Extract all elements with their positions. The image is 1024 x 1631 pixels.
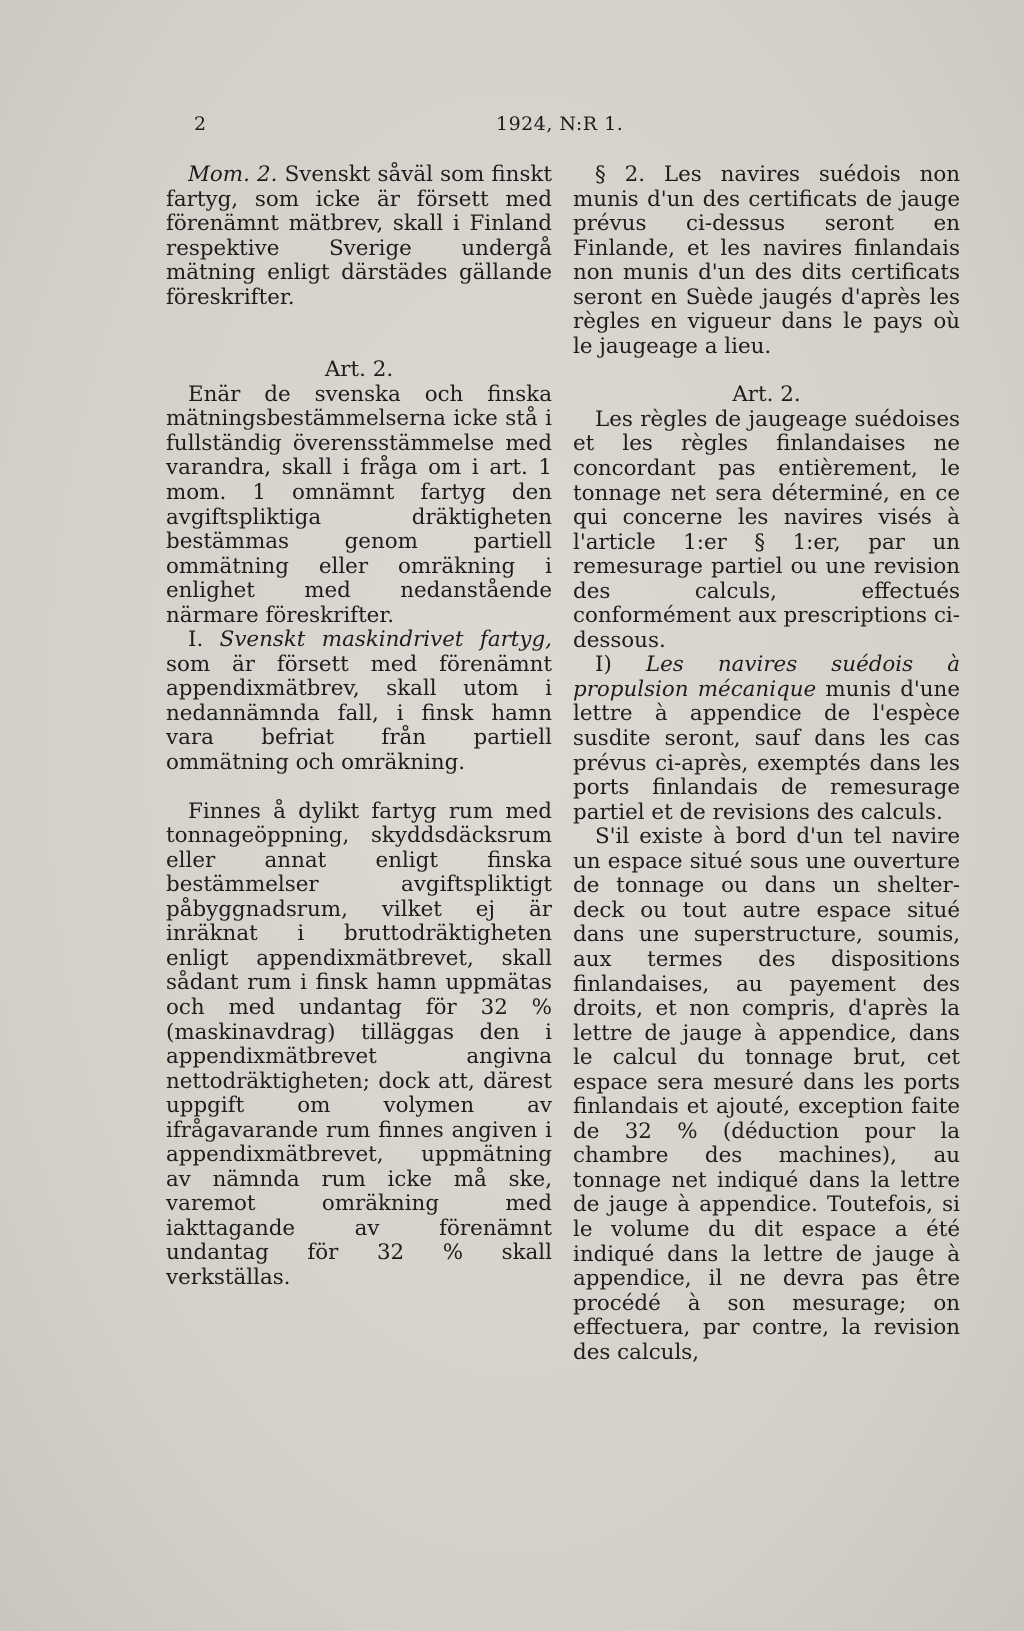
mom2-label: Mom. 2. bbox=[188, 162, 278, 187]
sec2-label: § 2. bbox=[595, 162, 646, 187]
publication-reference: 1924, N:R 1. bbox=[496, 113, 624, 135]
page-number: 2 bbox=[194, 113, 207, 135]
para2-paragraph-fr: S'il existe à bord d'un tel navire un espace situé sous une ouverture de tonnage ou dans un shelter-deck ou tout autre espace situé dans une superstructure, soumis, aux termes des dispositions finlandaises, au payement des droits, et non compris, d'après la lettre de jauge à appendice, dans le calcul du tonnage brut, cet espace sera mesuré dans les ports finlandais et ajouté, exception faite de 32 % (déduction pour la chambre des machines), au tonnage net indiqué dans la lettre de jauge à appendice. Toutefois, si le volume du dit espace a été indiqué dans la lettre de jauge à appendice, il ne devra pas être procédé à son mesurage; on effectuera, par contre, la revision des calculs, bbox=[573, 824, 960, 1365]
item1-label: I. bbox=[188, 627, 204, 653]
item1-paragraph-fr bbox=[573, 653, 960, 825]
mom2-paragraph bbox=[166, 163, 552, 310]
item1-text: som är försett med förenämnt appendixmätbrev, skall utom i nedannämnda fall, i finsk hamn vara befriat från partiell ommätning och omräkning. bbox=[166, 651, 552, 776]
sec2-paragraph bbox=[573, 163, 960, 359]
sec2-text: Les navires suédois non munis d'un des certificats de jauge prévus ci-dessus seront en Finlande, et les navires finlandais non munis d'un des dits certificats seront en Suède jaugés d'après les règles en vigueur dans le pays où le jaugeage a lieu. bbox=[573, 162, 961, 359]
art2-heading: Art. 2. bbox=[324, 357, 394, 383]
art2-paragraph: Enär de svenska och finska mätningsbestämmelserna icke stå i fullständig överensstämmelse med varandra, skall i fråga om i art. 1 mom. 1 omnämnt fartyg den avgiftspliktiga dräktigheten bestämmas genom partiell ommätning eller omräkning i enlighet med nedanstående närmare föreskrifter. bbox=[166, 381, 552, 628]
item1-label-fr: I) bbox=[595, 652, 612, 678]
swedish-column bbox=[166, 163, 552, 1291]
art2-paragraph-fr: Les règles de jaugeage suédoises et les règles finlandaises ne concordant pas entièrement, le tonnage net sera déterminé, en ce qui concerne les navires visés à l'article 1:er § 1:er, par un remesurage partiel ou une revision des calculs, effectués conformément aux prescriptions ci-dessous. bbox=[573, 406, 960, 653]
mom2-text: Svenskt såväl som finskt fartyg, som icke är försett med förenämnt mätbrev, skall i Finland respektive Sverige undergå mätning enligt därstädes gällande föreskrifter. bbox=[166, 162, 552, 310]
item1-paragraph bbox=[166, 628, 552, 775]
page-header bbox=[186, 113, 938, 143]
french-column bbox=[573, 163, 960, 1365]
para2-paragraph: Finnes å dylikt fartyg rum med tonnageöppning, skyddsdäcksrum eller annat enligt finska bestämmelser avgiftspliktigt påbyggnadsrum, vilket ej är inräknat i bruttodräktigheten enligt appendixmätbrevet, skall sådant rum i finsk hamn uppmätas och med undantag för 32 % (maskinavdrag) tilläggas den i appendixmätbrevet angivna nettodräktigheten; dock att, därest uppgift om volymen av ifrågavarande rum finnes angiven i appendixmätbrevet, uppmätning av nämnda rum icke må ske, varemot omräkning med iakttagande av förenämnt undantag för 32 % skall verkställas. bbox=[166, 798, 552, 1290]
item1-text-fr: munis d'une lettre à appendice de l'espèce susdite seront, sauf dans les cas prévus ci-après, exemptés dans les ports finlandais de remesurage partiel et de revisions des calculs. bbox=[573, 676, 960, 825]
item1-italic: Svenskt maskindrivet fartyg, bbox=[219, 627, 552, 653]
item1-italic-fr: Les navires suédois à propulsion mécanique bbox=[573, 652, 960, 702]
art2-heading-fr: Art. 2. bbox=[732, 382, 801, 408]
